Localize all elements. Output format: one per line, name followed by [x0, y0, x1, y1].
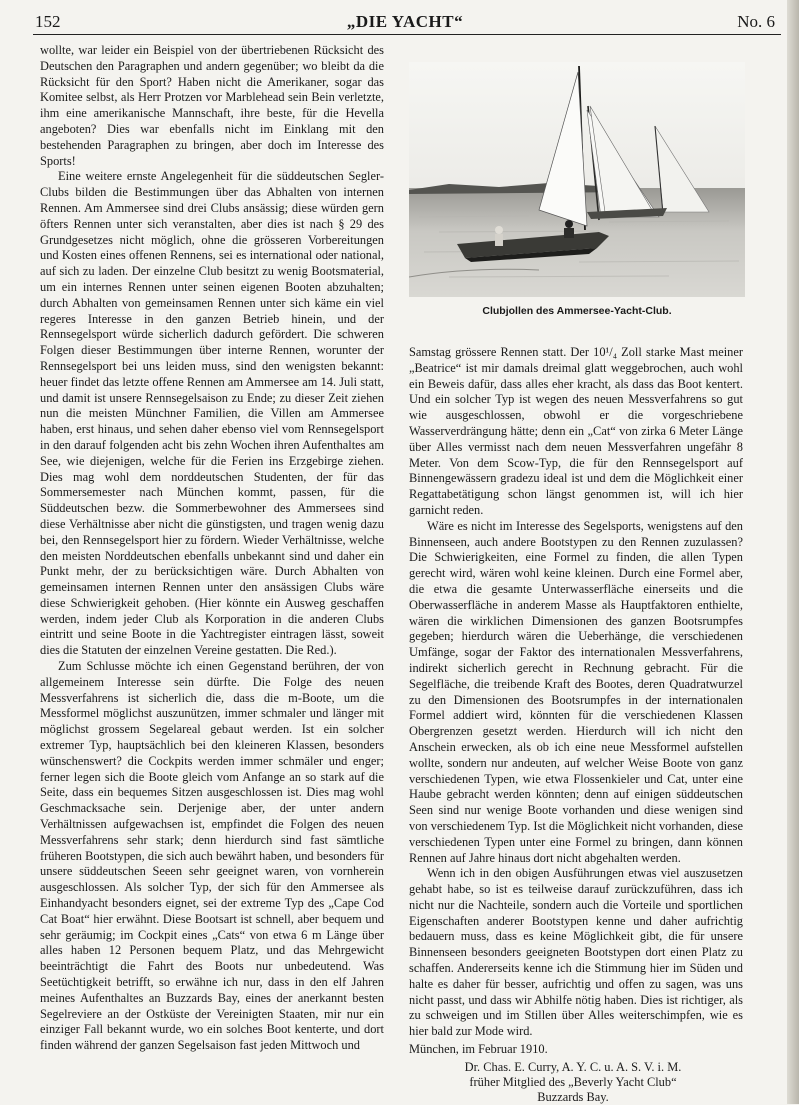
- paragraph: Wenn ich in den obigen Ausführungen etwas viel auszusetzen gehabt habe, so ist es teilweise darauf zurückzuführen, dass ich nicht nur die Nachteile, sondern auch die Vorteile und sportlichen Eigenschaften anderer Bootstypen kenne und daher aufrichtig bedauern muss, dass es keine Möglichkeit gibt, die für unsere Binnenseen besonders geeigneten Bootstypen dort einen Platz zu schaffen. Andererseits kenne ich die Stimmung hier im Süden und halte es daher für besser, aufrichtig und offen zu sagen, was uns nicht passt, und dass wir Abhilfe nötig haben. Dies ist richtiger, als zu schweigen und im Stillen über Alles weiterschimpfen, wie es hier bald zur Mode wird.: [409, 866, 743, 1039]
- paragraph: Zum Schlusse möchte ich einen Gegenstand berühren, der von allgemeinem Interesse sein dürfte. Die Folge des neuen Messverfahrens ist sicherlich die, dass die m-Boote, um die Messformel möglichst auszunützen, immer schmaler und länger mit möglichst grossem Segelareal gebaut werden. Ist ein solcher extremer Typ, hauptsächlich bei den kleineren Klassen, besonders wünschenswert? die Cockpits werden immer schmäler und enger; ferner legen sich die Boote gleich vom Anfange an so stark auf die Seite, dass ein bequemes Sitzen ausgeschlossen ist. Dies mag wohl Geschmacksache sein. Derjenige aber, der unter andern Verhältnissen aufgewachsen ist, empfindet die Folgen des neuen Messverfahrens sehr stark; denn hierdurch sind fast sämtliche früheren Bootstypen, die sich auch bewährt haben, und besonders für unsere süddeutschen Seeen sehr geeignet waren, von vornherein ausgeschlossen. Als solcher Typ, der sich für den Ammersee als Einhandyacht besonders eignet, sei der extreme Typ des „Cape Cod Cat Boat“ hier erwähnt. Diese Bootsart ist schnell, aber bequem und sehr geräumig; im Cockpit eines „Cats“ von etwa 6 m Länge über alles haben 12 Personen bequem Platz, und das Mehrgewicht beeinträchtigt die Fahrt des Boots nur unbedeutend. Was Seetüchtigkeit betrifft, so erwähne ich nur, dass in den elf Jahren meines Aufenthaltes an Buzzards Bay, eines der anerkannt besten Segelreviere an der Ostküste der Vereinigten Staaten, mir nur ein einziger Fall bekannt wurde, wo ein solches Boot kenterte, und dort finden während der ganzen Segelsaison fast jeden Mittwoch und: [40, 659, 384, 1053]
- page-header: [35, 10, 775, 36]
- signature-block: [409, 1060, 743, 1105]
- journal-title: „DIE YACHT“: [346, 12, 464, 31]
- issue-number: No. 6: [737, 12, 775, 31]
- header-rule: [33, 34, 781, 35]
- page-number: 152: [35, 12, 61, 31]
- signature-line: früher Mitglied des „Beverly Yacht Club“: [469, 1074, 677, 1089]
- paragraph: Samstag grössere Rennen statt. Der 10¹/₄ Zoll starke Mast meiner „Beatrice“ ist mir damals dreimal glatt weggebrochen, auch wohl ein Beweis dafür, dass alles eher kracht, als dass das Boot kentert. Und ein solcher Typ ist wegen des neuen Messverfahrens so gut wie ausgeschlossen, obwohl er die vorgeschriebene Wasserverdrängung hätte; denn ein „Cat“ von zirka 6 Meter Länge über Alles vermisst nach dem neuen Messverfahren ungefähr 8 Meter. Von dem Scow-Typ, die für den Rennsegelsport auf Binnengewässern gradezu ideal ist und dem die Möglichkeit einer Regattabetätigung schon längst genommen ist, will ich hier garnicht reden.: [409, 345, 743, 517]
- signature-line: Dr. Chas. E. Curry, A. Y. C. u. A. S. V. i. M.: [464, 1059, 682, 1074]
- dateline: München, im Februar 1910.: [409, 1042, 548, 1057]
- left-column: [40, 43, 384, 1054]
- sailing-dinghies-photo: [409, 62, 745, 297]
- photo-caption: Clubjollen des Ammersee-Yacht-Club.: [482, 305, 672, 317]
- paragraph: Wäre es nicht im Interesse des Segelsports, wenigstens auf den Binnenseen, auch andere Bootstypen zu den Rennen zuzulassen? Die Schwierigkeiten, eine Formel zu finden, die allen Typen gerecht wird, wären wohl keine kleinen. Durch eine Formel aber, die etwa die gesamte Unterwasserfläche einerseits und die Oberwasserfläche in anderem Masse als Hauptfaktoren enthielte, wären die wirklichen Dimensionen des ganzen Bootsrumpfes gegeben; hierdurch wären die Ueberhänge, die verschiedenen Umfänge, sogar der Faktor des internationalen Messverfahrens, indirekt sicherlich gerecht in Rechnung gebracht. Für die Segelfläche, die treibende Kraft des Bootes, deren Quadratwurzel zu den Dimensionen des Bootsrumpfes in der internationalen Formel addiert wird, könnten für die verschiedenen Klassen Obergrenzen gesetzt werden. Hierdurch will ich nicht den Anschein erwecken, als ob ich eine neue Messformel aufstellen wollte, sondern nur andeuten, auf welcher Weise Boote von ganz verschiedenen Typen, wie etwa Flossenkieler und Cat, unter eine Haube gebracht werden könnten; denn auf einigen süddeutschen Seen sind nur wenige Boote vorhanden und diese wenigen sind von verschiedenem Typ. Ist die Möglichkeit nicht vorhanden, diese verschiedenen Typen unter eine Formel zu bringen, dann können Rennen auf Jahre hinaus dort nicht abgehalten werden.: [409, 518, 743, 865]
- signature-line: Buzzards Bay.: [537, 1089, 609, 1104]
- page-binding-edge: [787, 0, 799, 1104]
- right-column: [409, 345, 743, 1105]
- paragraph: wollte, war leider ein Beispiel von der übertriebenen Rücksicht des Deutschen den Paragraphen und andern gegenüber; wo bleibt da die Rücksicht für den Sport? Haben nicht die Amerikaner, sogar das Komitee selbst, als Herr Protzen vor Marblehead sein Bein verletzte, ihm eine amerikanische Mannschaft, ihre beste, für die Hevella angeboten? Dies war ebenfalls nicht im Einklang mit den bestehenden Paragraphen zu bringen, aber doch im Interesse des Sports!: [40, 43, 384, 168]
- paragraph: Eine weitere ernste Angelegenheit für die süddeutschen Segler-Clubs bilden die Bestimmungen über das Abhalten von internen Rennen. Am Ammersee sind drei Clubs ansässig; diese würden gern öfters Rennen unter sich veranstalten, aber dies ist nach § 29 des Grundgesetzes nicht möglich, ohne die grösseren Vorbereitungen und Kosten eines offenen Rennens, sei es international oder national, auf sich zu laden. Der einzelne Club besitzt zu wenig Bootsmaterial, um ein internes Rennen unter seinen eigenen Booten abzuhalten; durch Abhalten von gemeinsamen Rennen unter sich käme ein viel regeres Interesse in den ganzen Betrieb hinein, und der Rennsegelsport würde sicherlich dadurch gefördert. Die schweren Folgen dieser Bestimmungen über interne Rennen, worunter der Rennsegelsport bei uns leiden muss, sind den wenigsten bekannt: heuer findet das letzte offene Rennen am Ammersee am 14. Juli statt, und damit ist unsere Rennsegelsaison zu Ende; zu dieser Zeit ziehen nun die meisten Münchner Familien, die Villen am Ammersee haben, erst hinaus, und sehen daher ebenso viel vom Rennsegelsport in den darauf folgenden acht bis zehn Wochen ihren Aufenthaltes am See, wie diejenigen, welche für die Ferien ins Erzgebirge ziehen. Dies mag wohl dem norddeutschen Studenten, der für das Sommersemester nach München kommt, passen, für die Süddeutschen bezw. die Sommerbewohner des Ammersees sind diese Verhältnisse aber nicht die günstigsten, und tragen wenig dazu bei, den Rennsegelsport hier zu fördern. Wieder Verhältnisse, welche den meisten Norddeutschen ebenfalls unbekannt sind und daher ein Punkt mehr, der zu berücksichtigen wäre. Durch Abhalten von gemeinsamen internen Rennen unter den ansässigen Clubs wäre diese Schwierigkeit gehoben. (Hier könnte ein Ausweg geschaffen werden, indem jeder Club als Korporation in die anderen Clubs eintritt und seine Boote in die Yachtregister eintragen lässt, soweit dies die Statuten der einzelnen Vereine gestatten. Die Red.).: [40, 169, 384, 658]
